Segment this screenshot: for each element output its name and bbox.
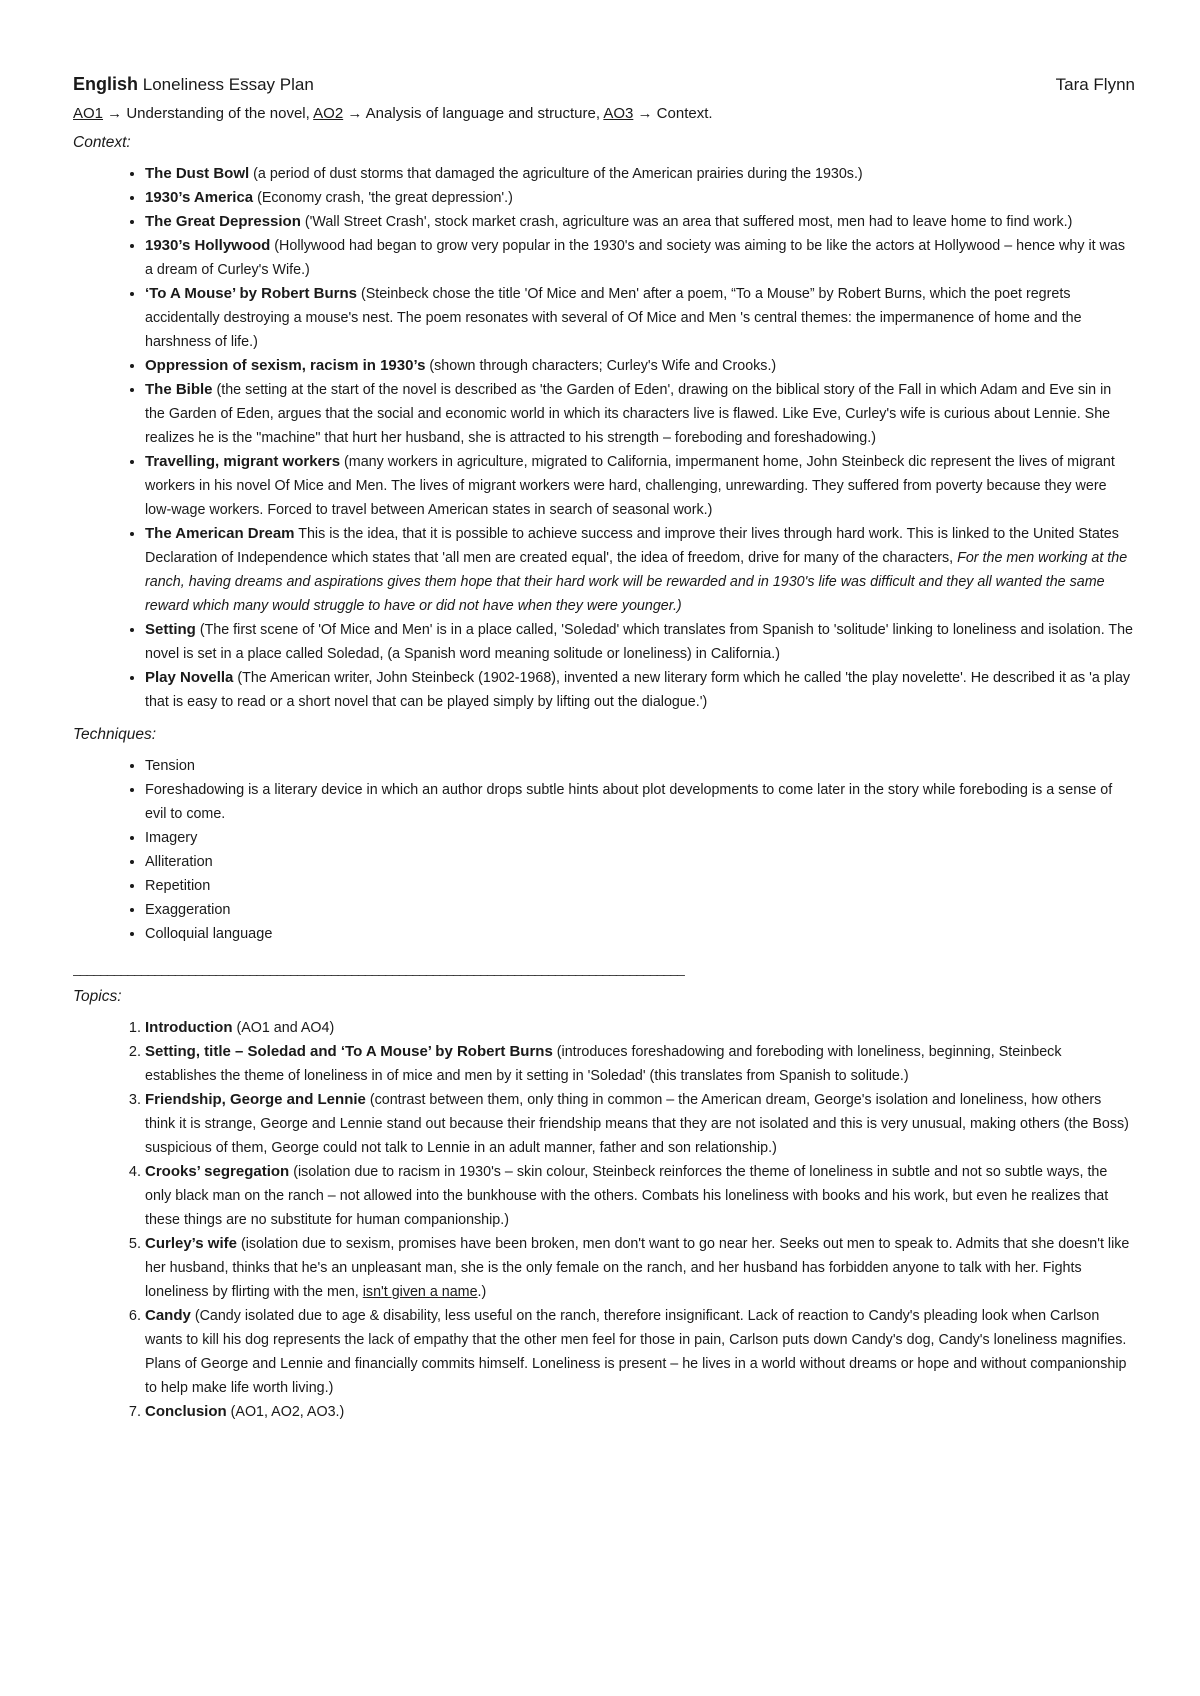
topic-underlined: isn't given a name [362,1284,478,1300]
context-desc: ('Wall Street Crash', stock market crash, agriculture was an area that suffered most, men had to leave home to find work.) [300,214,1073,230]
context-term: Play Novella [145,669,234,686]
context-item [145,186,1135,210]
technique-item [145,922,1135,946]
topics-heading: Topics: [73,988,122,1005]
context-desc: (a period of dust storms that damaged the agriculture of the American prairies during the 1930s.) [249,166,863,182]
technique-desc: is a literary device in which an author drops subtle hints about plot developments to come later in the story while [244,782,960,798]
context-term: Travelling, migrant workers [145,453,341,470]
topic-item [145,1232,1135,1304]
separator-line: __________________________________________________________________________________________ [73,960,684,976]
topic-item [145,1304,1135,1400]
technique-label: Colloquial language [145,926,273,942]
context-item [145,450,1135,522]
document-page [73,74,1135,1424]
context-term: Oppression of sexism, racism in 1930’s [145,357,426,374]
technique-label: foreboding [959,782,1028,798]
topic-desc-end: .) [477,1284,487,1300]
technique-label: Exaggeration [145,902,231,918]
topic-term: Candy [145,1307,191,1324]
context-desc: (the setting at the start of the novel is described as 'the Garden of Eden', drawing on the biblical story of the Fall in which Adam and Eve sin in the Garden of Eden, argues that the social and economic world in which its characters live is flawed. Like Eve, Curley's wife is curious about Lennie. She realizes he is the "machine" that hurt her husband, she is attracted to his strength – foreboding and foreshadowing.) [145,382,1112,446]
subject-label: English [73,74,139,94]
topic-desc: (Candy isolated due to age & disability, less useful on the ranch, therefore insignificant. Lack of reaction to Candy's pleading look when Carlson wants to kill his dog represents the lack of empathy that the other men feel for those in pain, Carlson puts down Candy's dog, Candy's loneliness magnifies. Plans of George and Lennie and financially commits himself. Loneliness is present – he lives in a world without dreams or hope and without companionship to help make life worth living.) [145,1308,1127,1396]
context-item [145,666,1135,714]
topic-term: Curley’s wife [145,1235,237,1252]
context-item [145,354,1135,378]
topic-term: Setting, title – Soledad and ‘To A Mouse’ by Robert Burns [145,1043,553,1060]
context-heading: Context: [73,134,131,151]
context-desc: (The first scene of 'Of Mice and Men' is in a place called, 'Soledad' which translates from Spanish to 'solitude' linking to loneliness and isolation. The novel is set in a place called Soledad, (a Spanish word meaning solitude or loneliness) in California.) [145,622,1134,662]
context-term: 1930’s America [145,189,254,206]
ao1-label: AO1 [73,105,104,122]
ao2-label: AO2 [313,105,344,122]
context-term: 1930’s Hollywood [145,237,271,254]
technique-item [145,898,1135,922]
context-desc: This is the idea, that it is possible to achieve success and improve their lives through hard work. This is linked to the United States Declaration of Independence which states that 'all men are created equal', the idea of freedom, drive for many of the characters, [145,526,1119,566]
context-term: The Great Depression [145,213,301,230]
topic-item [145,1016,1135,1040]
context-term: ‘To A Mouse’ by Robert Burns [145,285,357,302]
context-list [73,162,1135,714]
topic-term: Friendship, George and Lennie [145,1091,366,1108]
technique-label: Alliteration [145,854,213,870]
context-desc: (Economy crash, 'the great depression'.) [253,190,513,206]
topic-item [145,1040,1135,1088]
topics-list [73,1016,1135,1424]
document-header [73,74,1135,95]
topic-term: Conclusion [145,1403,227,1420]
technique-label: Tension [145,758,195,774]
technique-item [145,874,1135,898]
context-desc: (The American writer, John Steinbeck (1902-1968), invented a new literary form which he called 'the play novelette'. He described it as 'a play that is easy to read or a short novel that can be played simply by lifting out the dialogue.') [145,670,1131,710]
context-item [145,282,1135,354]
document-title [73,74,314,95]
context-desc-italic: For the men working at the ranch, having dreams and aspirations gives them hope that their hard work will be rewarded and in 1930's life was difficult and they all wanted the same reward which many would struggle to have or did not have when they were younger.) [145,550,1128,614]
assessment-objectives [73,105,1135,122]
topic-desc: (AO1, AO2, AO3.) [226,1404,345,1420]
ao3-text: → Context. [633,105,713,122]
context-item [145,210,1135,234]
technique-desc: is a sense of evil to come. [145,782,1113,822]
topic-desc: (contrast between them, only thing in common – the American dream, George's isolation and loneliness, how others think it is strange, George and Lennie stand out because their friendship means that they are not isolated and this is very unusual, making others (the Boss) suspicious of them, George could not talk to Lennie in an adult manner, father and son relationship.) [145,1092,1129,1156]
context-item [145,162,1135,186]
ao2-text: → Analysis of language and structure, [343,105,604,122]
context-desc: (many workers in agriculture, migrated to California, impermanent home, John Steinbeck dic represent the lives of migrant workers in his novel Of Mice and Men. The lives of migrant workers were hard, challenging, unrewarding. They suffered from poverty because they were low-wage workers. Forced to travel between American states in search of seasonal work.) [145,454,1115,518]
technique-label: Repetition [145,878,211,894]
context-item [145,234,1135,282]
author-name: Tara Flynn [1055,75,1135,94]
context-term: The Dust Bowl [145,165,250,182]
topic-desc: (isolation due to racism in 1930's – skin colour, Steinbeck reinforces the theme of loneliness in subtle and not so subtle ways, the only black man on the ranch – not allowed into the bunkhouse with the others. Combats his loneliness with books and his work, but even he realizes that these things are no substitute for human companionship.) [145,1164,1109,1228]
context-term: The Bible [145,381,213,398]
ao3-label: AO3 [603,105,634,122]
techniques-list [73,754,1135,946]
topic-term: Introduction [145,1019,233,1036]
topic-desc: (introduces foreshadowing and foreboding with loneliness, beginning, Steinbeck establishes the theme of loneliness in of mice and men by it setting in 'Soledad' (this translates from Spanish to solitude.) [145,1044,1062,1084]
context-item [145,378,1135,450]
technique-label: Foreshadowing [145,782,245,798]
technique-item [145,754,1135,778]
topic-item [145,1400,1135,1424]
context-item [145,522,1135,618]
context-desc: (shown through characters; Curley's Wife and Crooks.) [425,358,777,374]
context-desc: (Steinbeck chose the title 'Of Mice and Men' after a poem, “To a Mouse” by Robert Burns, which the poet regrets accidentally destroying a mouse's nest. The poem resonates with several of Of Mice and Men 's central themes: the impermanence of home and the harshness of life.) [145,286,1082,350]
topic-item [145,1088,1135,1160]
topic-item [145,1160,1135,1232]
topic-term: Crooks’ segregation [145,1163,290,1180]
topic-desc: (AO1 and AO4) [232,1020,335,1036]
ao1-text: → Understanding of the novel, [103,105,314,122]
context-term: The American Dream [145,525,295,542]
technique-label: Imagery [145,830,198,846]
technique-item [145,850,1135,874]
title-text: Loneliness Essay Plan [142,75,314,94]
context-desc: (Hollywood had began to grow very popular in the 1930's and society was aiming to be like the actors at Hollywood – hence why it was a dream of Curley's Wife.) [145,238,1125,278]
context-term: Setting [145,621,196,638]
technique-item [145,778,1135,826]
technique-item [145,826,1135,850]
techniques-heading: Techniques: [73,726,157,743]
context-item [145,618,1135,666]
topic-desc: (isolation due to sexism, promises have been broken, men don't want to go near her. Seeks out men to speak to. Admits that she doesn't like her husband, thinks that he's an unpleasant man, she is the only female on the ranch, and her husband has forbidden anyone to talk with her. Fights loneliness by flirting with the men, [145,1236,1130,1300]
